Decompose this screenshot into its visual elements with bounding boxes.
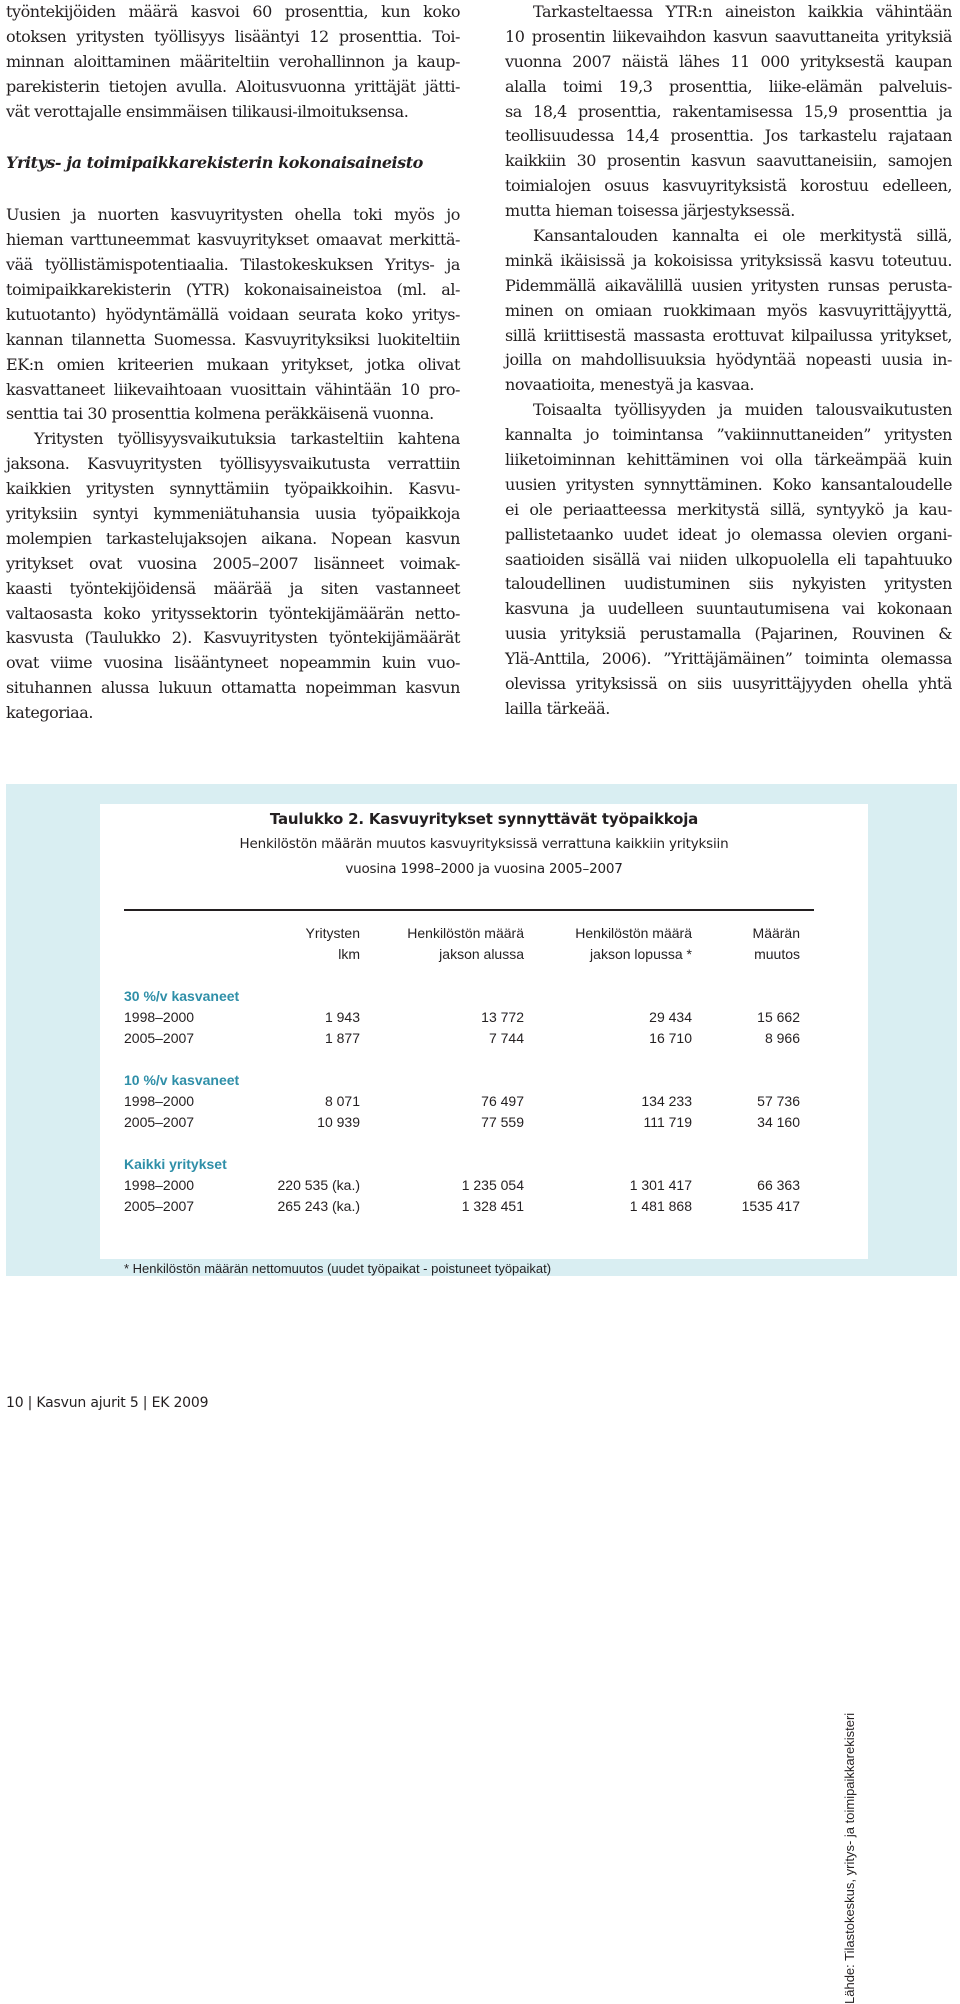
body-text-line: lailla tärkeää. xyxy=(505,698,610,718)
body-text-line: kannan tilannetta Suomessa. Kasvuyrityksiksi luokiteltiin xyxy=(6,329,460,349)
body-text-line: novaatioita, menestyä ja kasvaa. xyxy=(505,375,755,395)
table-inner xyxy=(100,804,868,1276)
body-text-line: 10 prosentin liikevaihdon kasvun saavuttaneita yrityksiä xyxy=(505,26,952,46)
group-label: 10 %/v kasvaneet xyxy=(124,1072,240,1088)
value-cell: 34 160 xyxy=(757,1114,800,1130)
body-text-line: kannalta jo toimintansa ”vakiinnuttaneiden” yritysten xyxy=(505,425,952,445)
body-text-line: molempien tarkastelujaksojen aikana. Nopean kasvun xyxy=(6,528,460,548)
column-header: Henkilöstön määrä xyxy=(575,925,692,941)
period-cell: 1998–2000 xyxy=(124,1009,195,1025)
value-cell: 57 736 xyxy=(757,1093,800,1109)
period-cell: 2005–2007 xyxy=(124,1198,195,1214)
table-row xyxy=(124,1091,814,1112)
table-row xyxy=(124,1007,814,1028)
value-cell: 8 071 xyxy=(324,1093,360,1109)
body-text-line: olevissa yrityksissä on siis uusyrittäjyyden ohella yhtä xyxy=(505,674,952,694)
body-text-line: sillä kriittisestä massasta erottuvat kilpailussa yritykset, xyxy=(505,325,952,345)
column-header: Määrän xyxy=(752,925,800,941)
value-cell: 66 363 xyxy=(757,1177,800,1193)
spacer xyxy=(6,176,460,203)
body-text-line: vuonna 2007 näistä lähes 11 000 yrityksestä kaupan xyxy=(505,51,952,71)
table-subtitle: Henkilöstön määrän muutos kasvuyrityksissä verrattuna kaikkiin yrityksiin xyxy=(239,836,729,852)
body-text-line: EK:n omien kriteerien mukaan yritykset, jotka olivat xyxy=(6,354,460,374)
body-text-line: jaksona. Kasvuyritysten työllisyysvaikutusta verrattiin xyxy=(6,454,460,474)
data-table xyxy=(124,909,814,1251)
body-text-line: kaasti työntekijöidensä määrää ja siten vastanneet xyxy=(6,578,460,598)
body-text-line: ovat viime vuosina lisääntyneet nopeammin kuin vuo- xyxy=(6,653,460,673)
table-group-row xyxy=(124,1070,814,1091)
body-text-line: pallistetaanko uudet ideat jo olemassa olevien organi- xyxy=(505,524,952,544)
period-cell: 1998–2000 xyxy=(124,1093,195,1109)
body-text-line: senttia tai 30 prosenttia kolmena peräkkäisenä vuonna. xyxy=(6,404,434,424)
section-heading: Yritys- ja toimipaikkarekisterin kokonaisaineisto xyxy=(6,153,423,173)
table-group-row xyxy=(124,986,814,1007)
body-text-line: minkä ikäisissä ja kokoisissa yrityksissä kasvu toteutuu. xyxy=(505,250,952,270)
value-cell: 7 744 xyxy=(488,1030,524,1046)
value-cell: 77 559 xyxy=(481,1114,524,1130)
body-text-line: hieman varttuneemmat kasvuyritykset omaavat merkittä- xyxy=(6,230,460,250)
body-text-line: Ylä-Anttila, 2006). ”Yrittäjämäinen” toiminta olemassa xyxy=(505,649,952,669)
body-text-line: kaikkien yritysten synnyttämiin työpaikkoihin. Kasvu- xyxy=(6,479,460,499)
body-text-line: Tarkasteltaessa YTR:n aineiston kaikkia vähintään xyxy=(533,2,952,21)
period-cell: 2005–2007 xyxy=(124,1030,195,1046)
column-header: jakson lopussa * xyxy=(590,946,692,962)
body-text-line: toimipaikkarekisterin (YTR) kokonaisaineistoa (ml. al- xyxy=(6,280,460,300)
column-header: Yritysten xyxy=(305,925,360,941)
body-text-line: situhannen alussa lukuun ottamatta nopeimman kasvun xyxy=(6,678,460,698)
table-title: Taulukko 2. Kasvuyritykset synnyttävät työpaikkoja xyxy=(269,810,699,828)
body-text-line: saatioiden sisällä vai niiden ulkopuolella eli tapahtuuko xyxy=(505,549,952,569)
body-text-line: otoksen yritysten työllisyys lisääntyi 12 prosenttia. Toi- xyxy=(6,26,460,46)
body-text-line: Toisaalta työllisyyden ja muiden talousvaikutusten xyxy=(533,400,952,420)
value-cell: 1535 417 xyxy=(741,1198,800,1214)
group-label: Kaikki yritykset xyxy=(124,1156,227,1172)
value-cell: 1 877 xyxy=(324,1030,360,1046)
body-text-line: ei ole periaatteessa merkitystä sillä, syntyykö ja kau- xyxy=(505,499,952,519)
value-cell: 111 719 xyxy=(643,1114,692,1130)
value-cell: 1 235 054 xyxy=(461,1177,524,1193)
table-row xyxy=(124,1196,814,1217)
value-cell: 10 939 xyxy=(317,1114,360,1130)
body-text-line: kutuotanto) hyödyntämällä voidaan seurata koko yritys- xyxy=(6,304,460,324)
body-text-line: minen on omiaan ruokkimaan myös kasvuyrittäjyyttä, xyxy=(505,300,952,320)
body-text-line: Uusien ja nuorten kasvuyritysten ohella toki myös jo xyxy=(6,205,460,225)
value-cell: 1 943 xyxy=(324,1009,360,1025)
body-text-line: liiketoiminnan kehittäminen voi olla tärkeämpää kuin xyxy=(505,450,952,470)
table-header-row xyxy=(124,923,814,944)
table-subtitle-period: vuosina 1998–2000 ja vuosina 2005–2007 xyxy=(345,861,623,877)
value-cell: 76 497 xyxy=(481,1093,524,1109)
value-cell: 265 243 (ka.) xyxy=(277,1198,360,1214)
body-text-line: teollisuudessa 14,4 prosenttia. Jos tarkastelu rajataan xyxy=(505,126,952,146)
body-text-line: Yritysten työllisyysvaikutuksia tarkasteltiin kahtena xyxy=(34,429,460,449)
value-cell: 134 233 xyxy=(641,1093,692,1109)
source-label: Lähde: Tilastokeskus, yritys- ja toimipaikkarekisteri xyxy=(842,1712,857,2004)
body-text-line: parekisterin tietojen avulla. Aloitusvuonna yrittäjät jätti- xyxy=(6,76,460,96)
body-text-line: Pidemmällä aikavälillä uusien yritysten runsas perusta- xyxy=(505,275,952,295)
body-text-line: kasvattaneet liikevaihtoaan vuosittain vähintään 10 pro- xyxy=(6,379,460,399)
value-cell: 15 662 xyxy=(757,1009,800,1025)
column-header: Henkilöstön määrä xyxy=(407,925,524,941)
table-header-row xyxy=(124,944,814,965)
body-text-line: valtaosasta koko yrityssektorin työntekijämäärän netto- xyxy=(6,603,460,623)
body-text-line: vät verottajalle ensimmäisen tilikausi-ilmoituksensa. xyxy=(6,101,409,121)
table-footnote: * Henkilöstön määrän nettomuutos (uudet työpaikat - poistuneet työpaikat) xyxy=(124,1261,552,1276)
spacer xyxy=(6,124,460,151)
body-text-line: yrityksiin syntyi kymmeniätuhansia uusia työpaikkoja xyxy=(6,504,460,524)
column-header: lkm xyxy=(338,946,360,962)
body-text-line: kasvuna ja uudelleen suuntautumisena vai kokonaan xyxy=(505,599,952,619)
body-text-line: uusia yrityksiä perustamalla (Pajarinen, Rouvinen & xyxy=(505,624,952,644)
period-cell: 1998–2000 xyxy=(124,1177,195,1193)
value-cell: 1 481 868 xyxy=(629,1198,692,1214)
body-text-line: joilla on mahdollisuuksia hyödyntää nopeasti uusia in- xyxy=(505,350,952,370)
body-text-line: vää työllistämispotentiaalia. Tilastokeskuksen Yritys- ja xyxy=(6,255,460,275)
group-label: 30 %/v kasvaneet xyxy=(124,988,240,1004)
value-cell: 1 328 451 xyxy=(461,1198,524,1214)
body-text-line: alalla toimi 19,3 prosenttia, liike-elämän palveluis- xyxy=(505,76,952,96)
body-text-line: kategoriaa. xyxy=(6,703,93,723)
value-cell: 29 434 xyxy=(649,1009,692,1025)
value-cell: 16 710 xyxy=(649,1030,692,1046)
value-cell: 13 772 xyxy=(481,1009,524,1025)
table-row xyxy=(124,1028,814,1049)
value-cell: 220 535 (ka.) xyxy=(277,1177,360,1193)
body-text-line: mutta hieman toisessa järjestyksessä. xyxy=(505,201,795,221)
column-header: jakson alussa xyxy=(439,946,524,962)
right-column xyxy=(505,0,952,722)
body-text-line: sa 18,4 prosenttia, rakentamisessa 15,9 prosenttia ja xyxy=(505,101,952,121)
column-header: muutos xyxy=(754,946,800,962)
body-text-line: minnan aloittaminen määriteltiin verohallinnon ja kaup- xyxy=(6,51,460,71)
body-text-line: työntekijöiden määrä kasvoi 60 prosenttia, kun koko xyxy=(6,2,460,21)
body-text-line: taloudellinen uudistuminen siis nykyisten yritysten xyxy=(505,574,952,594)
table-row xyxy=(124,1175,814,1196)
body-text-line: yritykset ovat vuosina 2005–2007 lisänneet voimak- xyxy=(6,553,460,573)
body-text-line: kaikkiin 30 prosentin kasvun saavuttaneisiin, samojen xyxy=(505,151,952,171)
page-footer: 10 | Kasvun ajurit 5 | EK 2009 xyxy=(6,1395,209,1411)
table-row xyxy=(124,1112,814,1133)
body-text-line: Kansantalouden kannalta ei ole merkitystä sillä, xyxy=(533,226,952,246)
body-text-line: kasvusta (Taulukko 2). Kasvuyritysten työntekijämäärät xyxy=(6,628,460,648)
value-cell: 8 966 xyxy=(764,1030,800,1046)
body-text-line: toimialojen osuus kasvuyrityksistä korostuu edelleen, xyxy=(505,176,952,196)
left-column xyxy=(6,0,460,726)
body-text-line: uusien yritysten synnyttäminen. Koko kansantaloudelle xyxy=(505,474,952,494)
period-cell: 2005–2007 xyxy=(124,1114,195,1130)
value-cell: 1 301 417 xyxy=(629,1177,692,1193)
table-group-row xyxy=(124,1154,814,1175)
